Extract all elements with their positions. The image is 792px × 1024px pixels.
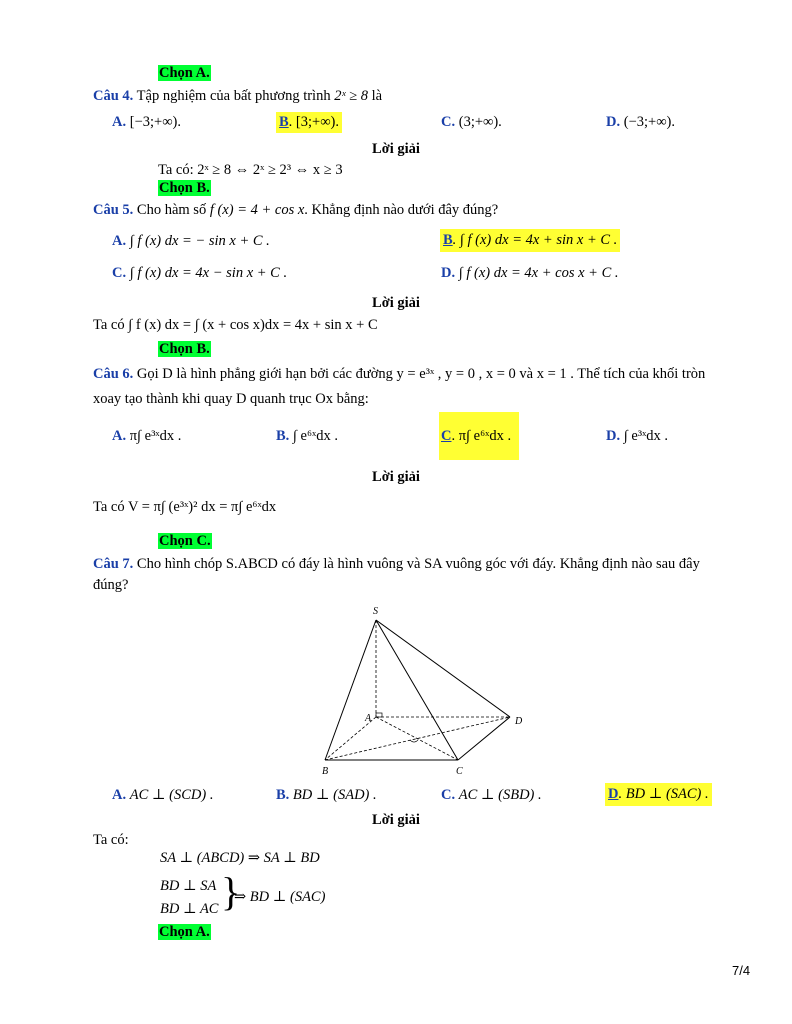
option-a[interactable]: A. AC ⊥ (SCD) . [112, 787, 214, 803]
option-b[interactable]: B. [3;+∞). [276, 112, 342, 133]
vertex-label-c: C [456, 766, 463, 777]
solution-title: Lời giải [372, 812, 420, 828]
math-expression: f (x) = 4 + cos x [209, 202, 305, 218]
question-5 [93, 202, 498, 219]
option-b[interactable]: B. ∫ e⁶ˣdx . [276, 428, 338, 444]
question-text: Tập nghiệm của bất phương trình [136, 88, 331, 104]
question-7 [93, 556, 700, 573]
question-text: Gọi D là hình phẳng giới hạn bởi các đường y = e³ˣ , y = 0 , x = 0 và x = 1 . Thể tích của khối tròn [136, 366, 706, 382]
question-text: Cho hình chóp S.ABCD có đáy là hình vuông và SA vuông góc với đáy. Khẳng định nào sau đây [136, 556, 700, 572]
angle-mark [410, 740, 418, 742]
option-a[interactable]: A. [−3;+∞). [112, 114, 181, 130]
edge-sb [325, 620, 376, 760]
question-text-tail: là [371, 88, 383, 104]
answer-choice: Chọn A. [159, 65, 210, 81]
question-text-line-2: đúng? [93, 577, 129, 593]
solution-title: Lời giải [372, 295, 420, 311]
question-label: Câu 5. [93, 202, 134, 218]
vertex-label-d: D [515, 716, 523, 727]
vertex-label-a: A [365, 713, 372, 724]
right-angle-mark [376, 713, 382, 717]
option-d[interactable]: D. ∫ e³ˣdx . [606, 428, 669, 444]
math-expression: 2ˣ ≥ 8 [334, 88, 369, 104]
option-a[interactable]: A. π∫ e³ˣdx . [112, 428, 182, 444]
option-c[interactable]: C. AC ⊥ (SBD) . [441, 787, 542, 803]
edge-sc [376, 620, 458, 760]
option-c[interactable]: C. π∫ e⁶ˣdx . [439, 412, 519, 460]
answer-choice: Chọn B. [159, 341, 210, 357]
option-b[interactable]: B. ∫ f (x) dx = 4x + sin x + C . [440, 229, 620, 252]
brace-symbol: } [221, 869, 241, 914]
solution-line-2c: ⇒ BD ⊥ (SAC) [234, 889, 326, 905]
answer-choice: Chọn C. [159, 533, 211, 549]
solution-line-2a: BD ⊥ SA [160, 878, 217, 894]
solution-intro: Ta có: [93, 832, 129, 848]
question-label: Câu 4. [93, 88, 134, 104]
solution-title: Lời giải [372, 141, 420, 157]
page-number: 7/4 [732, 963, 751, 978]
option-a[interactable]: A. ∫ f (x) dx = − sin x + C . [112, 233, 270, 249]
edge-cd [458, 717, 510, 760]
option-c[interactable]: C. (3;+∞). [441, 114, 502, 130]
question-text-line-2: xoay tạo thành khi quay D quanh trục Ox bằng: [93, 391, 369, 407]
option-b[interactable]: B. BD ⊥ (SAD) . [276, 787, 377, 803]
vertex-label-s: S [373, 606, 378, 617]
option-c[interactable]: C. ∫ f (x) dx = 4x − sin x + C . [112, 265, 288, 281]
answer-choice: Chọn B. [159, 180, 210, 196]
vertex-label-b: B [322, 766, 329, 777]
pyramid-figure [315, 602, 535, 782]
option-d[interactable]: D. ∫ f (x) dx = 4x + cos x + C . [441, 265, 619, 281]
option-d[interactable]: D. (−3;+∞). [606, 114, 675, 130]
question-label: Câu 6. [93, 366, 134, 382]
question-6 [93, 366, 705, 383]
edge-sd [376, 620, 510, 717]
question-4 [93, 88, 382, 105]
option-d[interactable]: D. BD ⊥ (SAC) . [605, 783, 712, 806]
question-text: Cho hàm số [136, 202, 207, 218]
solution-line-1: SA ⊥ (ABCD) ⇒ SA ⊥ BD [160, 850, 320, 866]
solution-line-2b: BD ⊥ AC [160, 901, 219, 917]
solution-title: Lời giải [372, 469, 420, 485]
solution-text: Ta có V = π∫ (e³ˣ)² dx = π∫ e⁶ˣdx [93, 499, 277, 515]
question-text-tail: . Khẳng định nào dưới đây đúng? [304, 202, 499, 218]
solution-text: Ta có ∫ f (x) dx = ∫ (x + cos x)dx = 4x + sin x + C [93, 317, 378, 333]
question-label: Câu 7. [93, 556, 134, 572]
solution-text: Ta có: 2ˣ ≥ 8 ⇔ 2ˣ ≥ 2³ ⇔ x ≥ 3 [158, 162, 343, 178]
answer-choice: Chọn A. [159, 924, 210, 940]
